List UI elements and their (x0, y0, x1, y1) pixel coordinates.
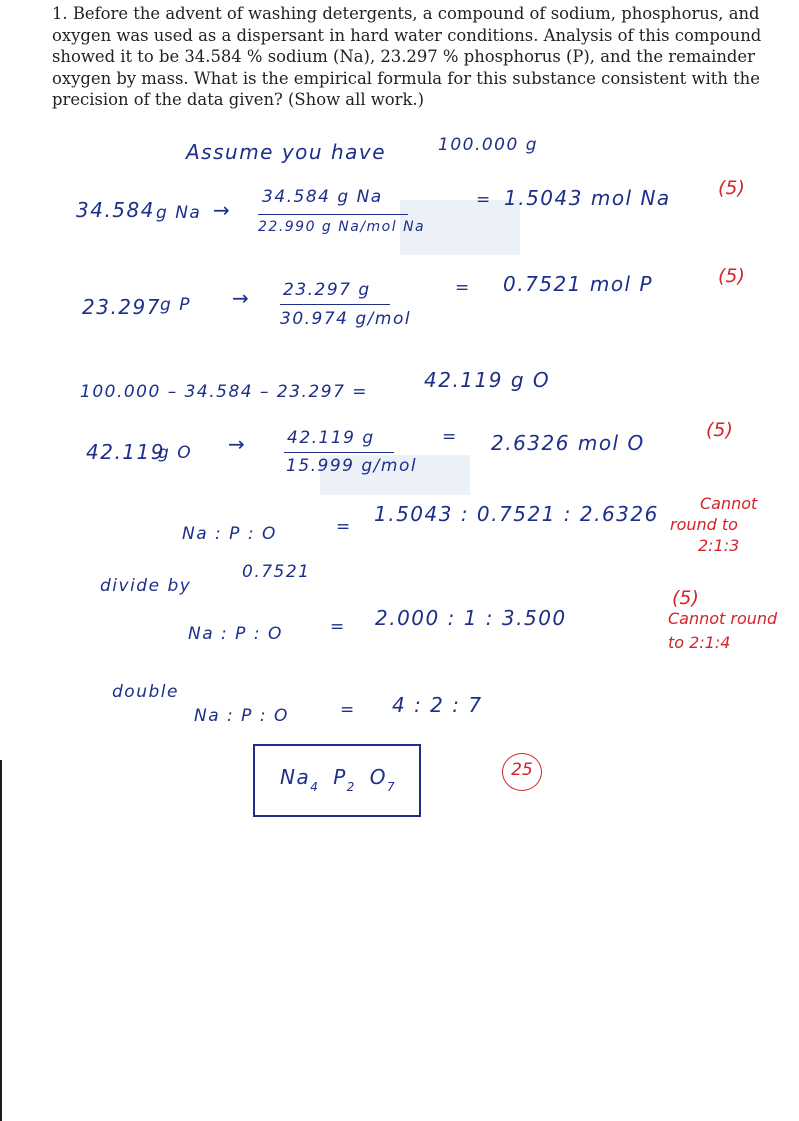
note-cannot-round-1 (670, 493, 757, 556)
na-arrow: → (213, 198, 232, 222)
o-score: (5) (706, 419, 733, 441)
divide-label: divide by (100, 576, 192, 596)
ratio1-equals: = (336, 517, 352, 537)
question-line: oxygen by mass. What is the empirical formula for this substance consistent with the (52, 68, 760, 88)
oxygen-mass-result: 42.119 g O (424, 368, 551, 392)
na-score: (5) (718, 177, 745, 199)
question-line: oxygen was used as a dispersant in hard water conditions. Analysis of this compound (52, 25, 762, 45)
formula-p-subscript: 2 (346, 780, 356, 794)
na-given-mass: 34.584 (76, 198, 155, 222)
note-cannot-round-1-line: Cannot (700, 494, 758, 513)
question-line: precision of the data given? (Show all work.) (52, 90, 425, 109)
ratio3-equals: = (340, 700, 356, 720)
formula-na: Na (280, 765, 311, 789)
assume-text: Assume you have (186, 140, 387, 164)
formula-p: P (333, 765, 347, 789)
assume-mass: 100.000 g (438, 135, 538, 155)
o-result: 2.6326 mol O (491, 431, 645, 455)
na-denominator: 22.990 g Na/mol Na (258, 219, 426, 235)
note-cannot-round-2 (668, 607, 777, 655)
p-fraction-bar (280, 304, 390, 305)
o-denominator: 15.999 g/mol (286, 456, 418, 476)
o-given-unit: g O (158, 443, 193, 463)
formula-o-subscript: 7 (387, 780, 397, 794)
question-line: 1. Before the advent of washing detergents, a compound of sodium, phosphorus, and (52, 4, 760, 23)
scan-edge (0, 760, 2, 1121)
o-given-mass: 42.119 (86, 440, 165, 464)
note-cannot-round-1-line: round to (670, 515, 738, 534)
o-arrow: → (228, 432, 247, 456)
ratio3-value: 4 : 2 : 7 (392, 693, 483, 717)
o-fraction-bar (284, 452, 394, 453)
p-given-mass: 23.297 (82, 295, 161, 319)
p-equals: = (455, 278, 471, 298)
formula-o: O (369, 765, 388, 789)
double-label: double (112, 682, 179, 702)
ratio-score: (5) (672, 587, 699, 609)
question-line: showed it to be 34.584 % sodium (Na), 23.297 % phosphorus (P), and the remainder (52, 47, 755, 66)
note-cannot-round-2-line: Cannot round (668, 609, 778, 628)
oxygen-difference-expression: 100.000 – 34.584 – 23.297 = (80, 382, 369, 402)
na-result: 1.5043 mol Na (504, 186, 671, 210)
p-denominator: 30.974 g/mol (280, 309, 412, 329)
na-given-unit: g Na (156, 203, 202, 223)
ratio1-value: 1.5043 : 0.7521 : 2.6326 (374, 502, 659, 526)
note-cannot-round-2-line: to 2:1:4 (668, 633, 731, 652)
ratio2-label: Na : P : O (188, 624, 283, 644)
ratio1-label: Na : P : O (182, 524, 277, 544)
question-text (52, 3, 799, 111)
note-cannot-round-1-line: 2:1:3 (698, 536, 740, 555)
total-score: 25 (511, 760, 533, 780)
na-equals: = (476, 190, 492, 210)
o-numerator: 42.119 g (287, 428, 375, 448)
ratio2-equals: = (330, 617, 346, 637)
formula-na-subscript: 4 (310, 780, 320, 794)
empirical-formula (280, 765, 397, 794)
ratio3-label: Na : P : O (194, 706, 289, 726)
p-arrow: → (232, 286, 251, 310)
na-numerator: 34.584 g Na (262, 187, 383, 207)
p-given-unit: g P (160, 295, 191, 315)
p-numerator: 23.297 g (283, 280, 371, 300)
na-fraction-bar (258, 214, 408, 215)
p-score: (5) (718, 265, 745, 287)
ratio2-value: 2.000 : 1 : 3.500 (375, 606, 567, 630)
p-result: 0.7521 mol P (503, 272, 654, 296)
divide-value: 0.7521 (242, 562, 311, 582)
o-equals: = (442, 427, 458, 447)
